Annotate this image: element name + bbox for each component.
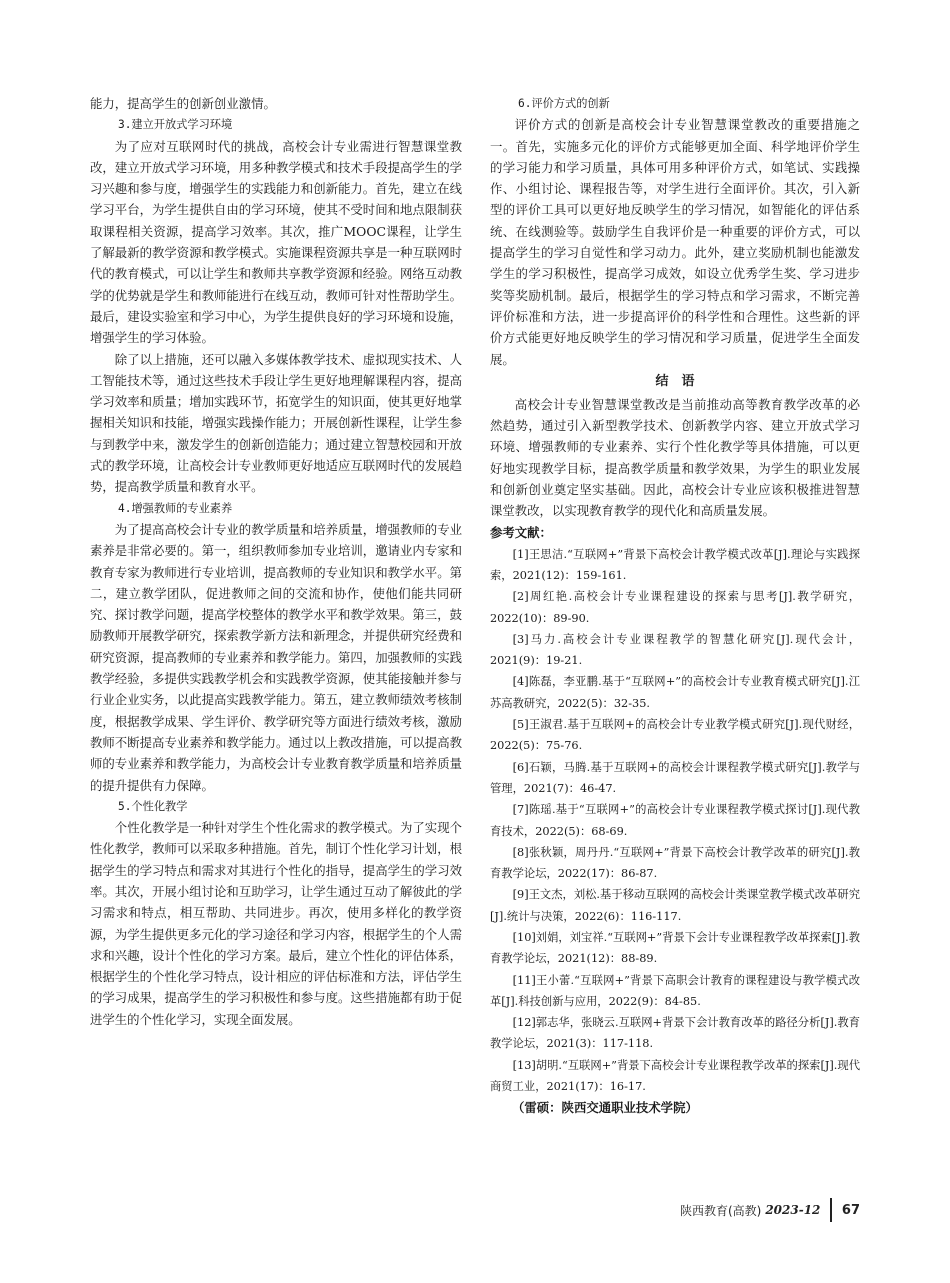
reference-item: [5]王淑君.基于互联网+的高校会计专业教学模式研究[J].现代财经，2022(5)：75-76. <box>490 718 860 753</box>
paragraph-continuation: 能力，提高学生的创新创业激情。 <box>90 96 276 111</box>
reference-item: [3]马力.高校会计专业课程教学的智慧化研究[J].现代会计，2021(9)：19-21. <box>490 632 860 668</box>
left-column <box>90 93 462 1030</box>
reference-item: [12]郭志华，张晓云.互联网+背景下会计教育改革的路径分析[J].教育教学论坛，2021(3)：117-118. <box>490 1016 860 1051</box>
conclusion-paragraph: 高校会计专业智慧课堂教改是当前推动高等教育教学改革的必然趋势，通过引入新型教学技术、创新教学内容、建立开放式学习环境、增强教师的专业素养、实行个性化教学等具体措施，可以更好地实现教学目标，提高教学质量和教学效果，为学生的职业发展和创新创业奠定坚实基础。因此，高校会计专业应该积极推进智慧课堂教改，以实现教育教学的现代化和高质量发展。 <box>490 396 860 519</box>
paragraph: 为了提高高校会计专业的教学质量和培养质量，增强教师的专业素养是非常必要的。第一，组织教师参加专业培训，邀请业内专家和教育专家为教师进行专业培训，提高教师的专业知识和教学水平。第二，建立教学团队，促进教师之间的交流和协作，使他们能共同研究、探讨教学问题，提高学校整体的教学水平和教学效果。第三，鼓励教师开展教学研究，探索教学新方法和新理念，并提供研究经费和研究资源，提高教师的专业素养和教学能力。第四，加强教师的实践教学经验，多提供实践教学机会和实践教学资源，使其能接触并参与行业企业实务，以此提高实践教学能力。第五，建立教师绩效考核制度，根据教学成果、学生评价、教学研究等方面进行绩效考核，激励教师不断提高专业素养和教学能力。通过以上教改措施，可以提高教师的专业素养和教学能力，为高校会计专业教育教学质量和培养质量的提升提供有力保障。 <box>90 521 462 793</box>
reference-item: [9]王文杰，刘松.基于移动互联网的高校会计类课堂教学模式改革研究[J].统计与决策，2022(6)：116-117. <box>490 888 860 923</box>
references-heading: 参考文献： <box>490 524 552 540</box>
reference-item: [7]陈瑶.基于“互联网+”的高校会计专业课程教学模式探讨[J].现代教育技术，2022(5)：68-69. <box>490 803 860 838</box>
paragraph: 评价方式的创新是高校会计专业智慧课堂教改的重要措施之一。首先，实施多元化的评价方式能够更加全面、科学地评价学生的学习能力和学习质量，具体可用多种评价方式，如笔试、实践操作、小组讨论、课程报告等，对学生进行全面评价。其次，引入新型的评价工具可以更好地反映学生的学习情况，如智能化的评估系统、在线测验等。鼓励学生自我评价是一种重要的评价方式，可以提高学生的学习自觉性和学习动力。此外，建立奖励机制也能激发学生的学习积极性，提高学习成效，如设立优秀学生奖、学习进步奖等奖励机制。最后，根据学生的学习特点和学习需求，不断完善评价标准和方法，进一步提高评价的科学性和合理性。这些新的评价方式能更好地反映学生的学习情况和学习质量，促进学生全面发展。 <box>490 117 860 367</box>
section-heading-3: 3.建立开放式学习环境 <box>118 118 233 132</box>
page-number: 67 <box>841 1202 860 1218</box>
reference-item: [11]王小蕾.“互联网+”背景下高职会计教育的课程建设与教学模式改革[J].科技创新与应用，2022(9)：84-85. <box>490 973 860 1008</box>
page-footer <box>680 1198 860 1222</box>
footer-divider <box>830 1198 832 1222</box>
reference-item: [1]王思洁.“互联网+”背景下高校会计教学模式改革[J].理论与实践探索，2021(12)：159-161. <box>490 547 860 582</box>
reference-item: [13]胡明.“互联网+”背景下高校会计专业课程教学改革的探索[J].现代商贸工业，2021(17)：16-17. <box>490 1058 860 1094</box>
reference-item: [4]陈磊，李亚鹏.基于“互联网+”的高校会计专业教育模式研究[J].江苏高教研究，2022(5)：32-35. <box>490 675 860 710</box>
section-heading-6: 6.评价方式的创新 <box>518 97 610 110</box>
reference-item: [8]张秋颖，周丹丹.“互联网+”背景下高校会计教学改革的研究[J].教育教学论坛，2022(17)：86-87. <box>490 845 860 881</box>
reference-item: [2]周红艳.高校会计专业课程建设的探索与思考[J].教学研究，2022(10)：89-90. <box>490 590 860 625</box>
paragraph: 个性化教学是一种针对学生个性化需求的教学模式。为了实现个性化教学，教师可以采取多种措施。首先，制订个性化学习计划，根据学生的学习特点和需求对其进行个性化的指导，提高学生的学习效率。其次，开展小组讨论和互助学习，让学生通过互动了解彼此的学习需求和特点，相互帮助、共同进步。再次，使用多样化的教学资源，为学生提供更多元化的学习途径和学习内容，根据学生的个人需求和兴趣，设计个性化的学习方案。最后，建立个性化的评估体系，根据学生的个性化学习特点，设计相应的评估标准和方法，评估学生的学习成果，提高学生的学习积极性和参与度。这些措施都有助于促进学生的个性化学习，实现全面发展。 <box>90 820 462 1027</box>
conclusion-heading: 结 语 <box>655 373 695 389</box>
author-affiliation: （雷硕：陕西交通职业技术学院） <box>512 1100 698 1116</box>
reference-list <box>490 544 860 1098</box>
reference-item: [10]刘娟，刘宝祥.“互联网+”背景下会计专业课程教学改革探索[J].教育教学论坛，2021(12)：88-89. <box>490 930 860 966</box>
reference-item: [6]石颖，马腾.基于互联网+的高校会计课程教学模式研究[J].教学与管理，2021(7)：46-47. <box>490 760 860 795</box>
journal-name: 陕西教育(高教) <box>679 1203 762 1218</box>
section-heading-4: 4.增强教师的专业素养 <box>118 501 233 515</box>
issue-number: 2023-12 <box>765 1203 821 1217</box>
right-column <box>490 93 860 1119</box>
paragraph: 除了以上措施，还可以融入多媒体教学技术、虚拟现实技术、人工智能技术等，通过这些技术手段让学生更好地理解课程内容，提高学习效率和质量；增加实践环节，拓宽学生的知识面，使其更好地掌握相关知识和技能，增强实践操作能力；开展创新性课程，让学生参与到教学中来，激发学生的创新创造能力；通过建立智慧校园和开放式的教学环境，让高校会计专业教师更好地适应互联网时代的发展趋势，提高教学质量和教育水平。 <box>90 351 462 495</box>
section-heading-5: 5.个性化教学 <box>118 799 188 813</box>
paragraph: 为了应对互联网时代的挑战，高校会计专业需进行智慧课堂教改，建立开放式学习环境，用多种教学模式和技术手段提高学生的学习兴趣和参与度，增强学生的实践能力和创新能力。首先，建立在线学习平台，为学生提供自由的学习环境，使其不受时间和地点限制获取课程相关资源，提高学习效率。其次，推广MOOC课程，让学生了解最新的教学资源和教学模式。实施课程资源共享是一种互联网时代的教育模式，可以让学生和教师共享教学资源和经验。网络互动教学的优势就是学生和教师能进行在线互动，教师可针对性帮助学生。最后，建设实验室和学习中心，为学生提供良好的学习环境和设施，增强学生的学习体验。 <box>90 138 462 346</box>
